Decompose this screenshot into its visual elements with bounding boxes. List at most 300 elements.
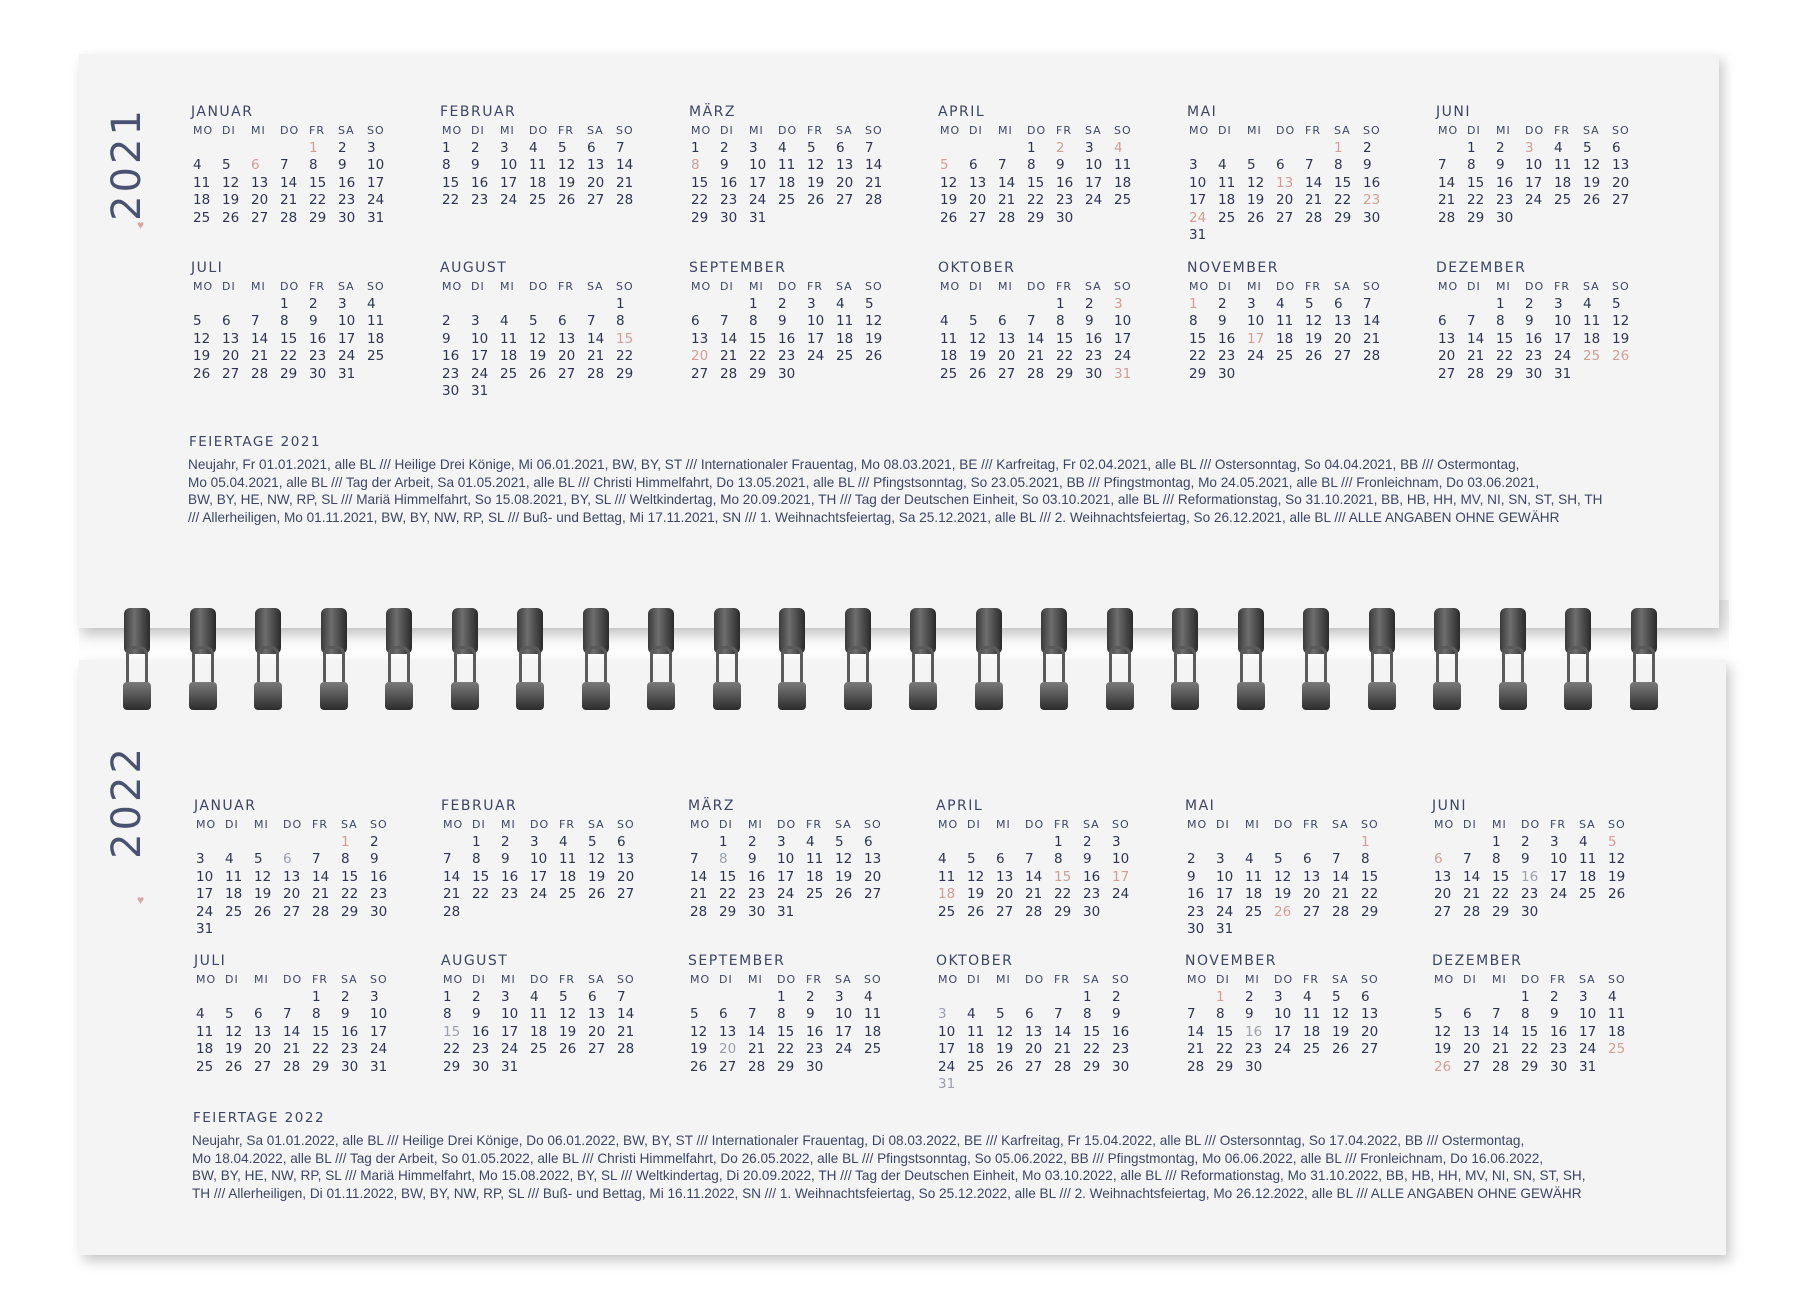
day-cell: 14 (1467, 330, 1485, 347)
day-cell: 11 (836, 313, 854, 329)
day-cell: 7 (280, 157, 289, 173)
day-cell: 3 (1114, 295, 1123, 312)
day-cell: 6 (1434, 851, 1443, 867)
day-cell: 6 (1276, 157, 1285, 173)
day-cell: 12 (193, 330, 211, 347)
month-oktober (938, 260, 1143, 383)
empty-cell (688, 989, 717, 1007)
day-cell: 23 (309, 348, 327, 364)
empty-cell (1330, 834, 1359, 852)
day-cell: 9 (720, 157, 729, 173)
day-cell: 11 (1276, 313, 1294, 329)
day-cell: 19 (222, 192, 240, 208)
day-cell: 14 (1438, 174, 1456, 191)
day-cell: 8 (1083, 1006, 1092, 1022)
spiral-ring (382, 586, 416, 716)
day-cell: 25 (940, 365, 958, 382)
day-cell: 4 (225, 851, 234, 867)
day-cell: 29 (749, 365, 767, 382)
day-cell: 28 (616, 192, 634, 208)
day-cell: 3 (749, 139, 758, 156)
day-cell: 6 (558, 313, 567, 329)
weekday-header: FR (1305, 280, 1321, 293)
month-juli (191, 260, 396, 383)
day-cell: 13 (1463, 1023, 1481, 1040)
day-cell: 14 (443, 868, 461, 885)
weekday-header: MO (1438, 124, 1459, 137)
weekday-header: FR (309, 280, 325, 293)
day-cell: 7 (1305, 157, 1314, 173)
day-cell: 18 (1579, 868, 1597, 885)
day-cell: 16 (1218, 330, 1236, 347)
day-cell: 22 (1492, 886, 1510, 902)
weekday-header: DO (1525, 280, 1545, 293)
weekday-header: FR (1550, 973, 1566, 986)
day-cell: 22 (1189, 348, 1207, 364)
weekday-header: DO (1521, 973, 1541, 986)
weekday-header: SO (1612, 280, 1630, 293)
day-cell: 24 (835, 1041, 853, 1057)
weekday-header: MI (996, 818, 1011, 831)
day-cell: 2 (1363, 139, 1372, 156)
month-name: SEPTEMBER (689, 260, 787, 276)
empty-cell (1023, 834, 1052, 852)
day-cell: 1 (1521, 988, 1530, 1005)
day-cell: 9 (338, 157, 347, 173)
weekday-header: FR (559, 818, 575, 831)
empty-cell (1245, 140, 1274, 158)
day-cell: 6 (1463, 1006, 1472, 1022)
day-cell: 13 (1361, 1006, 1379, 1022)
month-mai (1187, 104, 1392, 245)
weekday-header: SA (1332, 818, 1349, 831)
day-cell: 16 (1550, 1023, 1568, 1040)
day-cell: 30 (1187, 921, 1205, 937)
weekday-header: SA (1083, 973, 1100, 986)
weekday-header: SO (1363, 124, 1381, 137)
ring-bottom (975, 682, 1003, 710)
weekday-header: SO (865, 280, 883, 293)
day-cell: 4 (864, 988, 873, 1005)
day-cell: 21 (280, 192, 298, 208)
ring-bottom (778, 682, 806, 710)
spiral-ring (1496, 586, 1530, 716)
day-cell: 15 (1467, 174, 1485, 191)
day-cell: 1 (691, 139, 700, 156)
day-cell: 12 (225, 1023, 243, 1040)
empty-cell (1185, 989, 1214, 1007)
day-cell: 18 (367, 330, 385, 347)
day-cell: 28 (690, 903, 708, 920)
day-cell: 22 (1056, 348, 1074, 364)
day-cell: 21 (1438, 192, 1456, 208)
day-cell: 4 (193, 157, 202, 173)
day-cell: 17 (938, 1041, 956, 1057)
day-cell: 27 (998, 365, 1016, 382)
day-cell: 14 (1027, 330, 1045, 347)
weekday-header: SO (1361, 973, 1379, 986)
empty-cell (223, 989, 252, 1007)
day-cell: 8 (1467, 157, 1476, 173)
weekday-header: DO (1276, 124, 1296, 137)
ring-bottom (189, 682, 217, 710)
month-name: APRIL (938, 104, 986, 120)
month-juni (1436, 104, 1641, 227)
weekday-header: MI (1492, 973, 1507, 986)
holidays-line: TH /// Allerheiligen, Di 01.11.2022, BW, BY, NW, RP, SL /// Buß- und Bettag, Mi 16.11.2022, SN /// 1. Weihnachtsfeiertag, So 25.12.2022, alle BL /// 2. Weihnachtsfeiertag, Mo 26.12.2022, alle BL /// ALLE ANGABEN OHNE GEWÄHR (192, 1185, 1582, 1201)
weekday-header: FR (1056, 280, 1072, 293)
day-cell: 30 (1085, 365, 1103, 382)
day-cell: 11 (1303, 1006, 1321, 1022)
empty-cell (1436, 140, 1465, 158)
empty-cell (965, 989, 994, 1007)
day-cell: 27 (254, 1058, 272, 1075)
day-cell: 18 (559, 868, 577, 885)
weekday-header: SA (1083, 818, 1100, 831)
day-cell: 17 (501, 1023, 519, 1040)
weekday-header: SO (1608, 973, 1626, 986)
month-grid (689, 122, 894, 227)
ring-bottom (385, 682, 413, 710)
day-cell: 21 (748, 1041, 766, 1057)
day-cell: 15 (443, 1023, 461, 1040)
weekday-header: DO (529, 124, 549, 137)
day-cell: 16 (806, 1023, 824, 1040)
day-cell: 20 (617, 868, 635, 885)
weekday-header: SA (1085, 280, 1102, 293)
month-januar (191, 104, 396, 227)
day-cell: 16 (1056, 174, 1074, 191)
day-cell: 14 (616, 157, 634, 173)
day-cell: 5 (1247, 157, 1256, 173)
day-cell: 18 (1218, 192, 1236, 208)
weekday-header: DI (1467, 124, 1481, 137)
day-cell: 11 (367, 313, 385, 329)
day-cell: 8 (1521, 1006, 1530, 1022)
day-cell: 3 (1525, 139, 1534, 156)
day-cell: 17 (500, 174, 518, 191)
day-cell: 7 (587, 313, 596, 329)
day-cell: 10 (338, 313, 356, 329)
month-dezember (1436, 260, 1641, 383)
month-februar (441, 798, 646, 921)
day-cell: 16 (1085, 330, 1103, 347)
weekday-header: SO (616, 124, 634, 137)
day-cell: 12 (1434, 1023, 1452, 1040)
day-cell: 21 (251, 348, 269, 364)
month-name: OKTOBER (938, 260, 1016, 276)
day-cell: 23 (1245, 1041, 1263, 1057)
day-cell: 27 (617, 886, 635, 902)
spiral-ring (1234, 586, 1268, 716)
month-name: APRIL (936, 798, 984, 814)
day-cell: 16 (1525, 330, 1543, 347)
day-cell: 23 (1085, 348, 1103, 364)
month-oktober (936, 953, 1141, 1094)
day-cell: 18 (196, 1041, 214, 1057)
ring-bottom (1302, 682, 1330, 710)
day-cell: 12 (1608, 851, 1626, 867)
day-cell: 30 (341, 1058, 359, 1075)
day-cell: 7 (1025, 851, 1034, 867)
month-juni (1432, 798, 1637, 921)
day-cell: 18 (1276, 330, 1294, 347)
empty-cell (717, 989, 746, 1007)
day-cell: 16 (1245, 1023, 1263, 1040)
day-cell: 2 (778, 295, 787, 312)
day-cell: 18 (836, 330, 854, 347)
day-cell: 1 (1189, 295, 1198, 312)
weekday-header: FR (806, 973, 822, 986)
day-cell: 26 (996, 1058, 1014, 1075)
weekday-header: MI (749, 124, 764, 137)
day-cell: 6 (969, 157, 978, 173)
day-cell: 25 (1218, 209, 1236, 226)
day-cell: 23 (748, 886, 766, 902)
day-cell: 9 (472, 1006, 481, 1022)
day-cell: 17 (777, 868, 795, 885)
day-cell: 13 (1276, 174, 1294, 191)
day-cell: 26 (967, 903, 985, 920)
day-cell: 19 (835, 868, 853, 885)
day-cell: 20 (1276, 192, 1294, 208)
day-cell: 2 (370, 833, 379, 850)
month-grid (1436, 278, 1641, 383)
month-april (936, 798, 1141, 921)
day-cell: 13 (864, 851, 882, 867)
weekday-header: DO (1276, 280, 1296, 293)
day-cell: 28 (251, 365, 269, 382)
day-cell: 12 (807, 157, 825, 173)
day-cell: 2 (1085, 295, 1094, 312)
day-cell: 6 (251, 157, 260, 173)
ring-bottom (254, 682, 282, 710)
weekday-header: SO (864, 818, 882, 831)
day-cell: 12 (222, 174, 240, 191)
day-cell: 24 (1114, 348, 1132, 364)
day-cell: 16 (1521, 868, 1539, 885)
day-cell: 17 (471, 348, 489, 364)
day-cell: 11 (193, 174, 211, 191)
day-cell: 14 (1187, 1023, 1205, 1040)
day-cell: 25 (864, 1041, 882, 1057)
day-cell: 27 (1334, 348, 1352, 364)
empty-cell (938, 140, 967, 158)
day-cell: 14 (280, 174, 298, 191)
day-cell: 8 (719, 851, 728, 867)
day-cell: 5 (1608, 833, 1617, 850)
day-cell: 7 (1438, 157, 1447, 173)
day-cell: 28 (1027, 365, 1045, 382)
day-cell: 3 (1554, 295, 1563, 312)
day-cell: 19 (1247, 192, 1265, 208)
day-cell: 8 (442, 157, 451, 173)
day-cell: 29 (1083, 1058, 1101, 1075)
day-cell: 28 (720, 365, 738, 382)
weekday-header: FR (558, 280, 574, 293)
day-cell: 6 (617, 833, 626, 850)
day-cell: 9 (341, 1006, 350, 1022)
day-cell: 31 (1189, 227, 1207, 243)
day-cell: 16 (472, 1023, 490, 1040)
weekday-header: SO (865, 124, 883, 137)
day-cell: 22 (1054, 886, 1072, 902)
day-cell: 25 (1608, 1041, 1626, 1057)
day-cell: 16 (370, 868, 388, 885)
day-cell: 18 (1554, 174, 1572, 191)
day-cell: 20 (251, 192, 269, 208)
day-cell: 5 (969, 313, 978, 329)
day-cell: 25 (1579, 886, 1597, 902)
day-cell: 13 (1334, 313, 1352, 329)
weekday-header: DO (778, 124, 798, 137)
day-cell: 22 (280, 348, 298, 364)
day-cell: 31 (1216, 921, 1234, 937)
weekday-header: SA (341, 818, 358, 831)
day-cell: 17 (1554, 330, 1572, 347)
day-cell: 25 (1583, 348, 1601, 364)
day-cell: 1 (1054, 833, 1063, 850)
day-cell: 12 (1274, 868, 1292, 885)
day-cell: 1 (472, 833, 481, 850)
day-cell: 18 (530, 1023, 548, 1040)
day-cell: 25 (530, 1041, 548, 1057)
weekday-header: DO (1274, 973, 1294, 986)
day-cell: 15 (472, 868, 490, 885)
day-cell: 18 (500, 348, 518, 364)
day-cell: 3 (1274, 988, 1283, 1005)
day-cell: 16 (442, 348, 460, 364)
day-cell: 23 (1187, 903, 1205, 920)
day-cell: 26 (559, 1041, 577, 1057)
weekday-header: SA (587, 124, 604, 137)
day-cell: 15 (1083, 1023, 1101, 1040)
day-cell: 8 (309, 157, 318, 173)
empty-cell (688, 834, 717, 852)
day-cell: 7 (312, 851, 321, 867)
day-cell: 19 (969, 348, 987, 364)
spiral-ring (186, 586, 220, 716)
day-cell: 12 (254, 868, 272, 885)
day-cell: 23 (341, 1041, 359, 1057)
weekday-header: MO (1187, 818, 1208, 831)
calendar-page-2021 (79, 54, 1719, 628)
day-cell: 24 (749, 192, 767, 208)
day-cell: 7 (748, 1006, 757, 1022)
day-cell: 9 (370, 851, 379, 867)
day-cell: 1 (442, 139, 451, 156)
day-cell: 30 (1525, 365, 1543, 382)
day-cell: 20 (254, 1041, 272, 1057)
day-cell: 17 (1112, 868, 1130, 885)
weekday-header: FR (1303, 973, 1319, 986)
day-cell: 5 (1434, 1006, 1443, 1022)
day-cell: 23 (472, 1041, 490, 1057)
spiral-ring (513, 586, 547, 716)
day-cell: 28 (748, 1058, 766, 1075)
day-cell: 2 (1112, 988, 1121, 1005)
day-cell: 17 (749, 174, 767, 191)
weekday-header: DI (1463, 973, 1477, 986)
day-cell: 30 (309, 365, 327, 382)
month-name: MÄRZ (689, 104, 736, 120)
empty-cell (194, 834, 223, 852)
empty-cell (1274, 140, 1303, 158)
day-cell: 24 (1554, 348, 1572, 364)
day-cell: 21 (865, 174, 883, 191)
weekday-header: SO (1612, 124, 1630, 137)
day-cell: 30 (1245, 1058, 1263, 1075)
day-cell: 27 (558, 365, 576, 382)
day-cell: 18 (806, 868, 824, 885)
day-cell: 3 (777, 833, 786, 850)
empty-cell (1187, 140, 1216, 158)
month-name: OKTOBER (936, 953, 1014, 969)
day-cell: 20 (864, 868, 882, 885)
day-cell: 22 (719, 886, 737, 902)
day-cell: 22 (443, 1041, 461, 1057)
day-cell: 24 (370, 1041, 388, 1057)
day-cell: 28 (865, 192, 883, 208)
empty-cell (220, 296, 249, 314)
month-name: JULI (194, 953, 227, 969)
day-cell: 31 (471, 383, 489, 399)
day-cell: 24 (807, 348, 825, 364)
day-cell: 5 (835, 833, 844, 850)
day-cell: 26 (254, 903, 272, 920)
day-cell: 20 (1434, 886, 1452, 902)
day-cell: 3 (835, 988, 844, 1005)
weekday-header: MO (1434, 818, 1455, 831)
day-cell: 14 (748, 1023, 766, 1040)
weekday-header: DO (280, 280, 300, 293)
day-cell: 15 (312, 1023, 330, 1040)
day-cell: 21 (1305, 192, 1323, 208)
day-cell: 14 (1332, 868, 1350, 885)
weekday-header: SO (1114, 124, 1132, 137)
day-cell: 27 (1463, 1058, 1481, 1075)
empty-cell (498, 296, 527, 314)
day-cell: 3 (1189, 157, 1198, 173)
weekday-header: MI (501, 818, 516, 831)
day-cell: 18 (1583, 330, 1601, 347)
day-cell: 28 (1025, 903, 1043, 920)
day-cell: 21 (998, 192, 1016, 208)
day-cell: 20 (1438, 348, 1456, 364)
day-cell: 11 (1583, 313, 1601, 329)
weekday-header: MI (500, 280, 515, 293)
holidays-line: Mo 05.04.2021, alle BL /// Tag der Arbeit, Sa 01.05.2021, alle BL /// Christi Himmelfahrt, Do 13.05.2021, alle BL /// Pfingstsonntag, So 23.05.2021, BB /// Pfingstmontag, Mo 24.05.2021, alle BL /// Fronleichnam, Do 03.06.2021, (188, 474, 1540, 490)
day-cell: 20 (969, 192, 987, 208)
weekday-header: MO (690, 818, 711, 831)
day-cell: 18 (193, 192, 211, 208)
weekday-header: SO (367, 124, 385, 137)
day-cell: 22 (309, 192, 327, 208)
empty-cell (556, 296, 585, 314)
ring-bottom (1564, 682, 1592, 710)
day-cell: 26 (807, 192, 825, 208)
weekday-header: FR (312, 818, 328, 831)
empty-cell (1490, 989, 1519, 1007)
day-cell: 10 (530, 851, 548, 867)
day-cell: 30 (1218, 365, 1236, 382)
weekday-header: MI (1245, 818, 1260, 831)
day-cell: 8 (472, 851, 481, 867)
weekday-header: MO (691, 124, 712, 137)
weekday-header: FR (806, 818, 822, 831)
weekday-header: DI (1463, 818, 1477, 831)
month-name: SEPTEMBER (688, 953, 786, 969)
